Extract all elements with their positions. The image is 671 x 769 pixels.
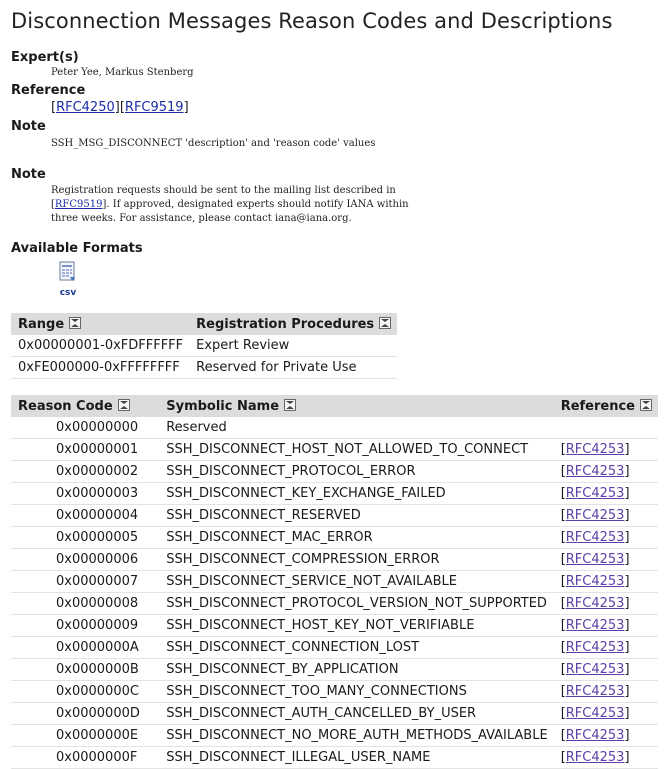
symbolic-name-cell: SSH_DISCONNECT_AUTH_CANCELLED_BY_USER <box>159 703 553 725</box>
range-header-label: Range <box>18 316 65 332</box>
note-text-2-line2: [RFC9519]. If approved, designated experts should notify IANA within <box>51 199 409 210</box>
reason-code-header-label: Reason Code <box>18 398 113 414</box>
reference-cell: [RFC4253] <box>554 505 658 527</box>
rfc-link[interactable]: RFC4253 <box>565 640 625 655</box>
symbolic-name-header-label: Symbolic Name <box>166 398 280 414</box>
reason-code-cell: 0x00000001 <box>11 439 159 461</box>
rfc-link[interactable]: RFC4253 <box>565 508 625 523</box>
procedure-cell: Expert Review <box>189 335 397 357</box>
experts-label: Expert(s) <box>11 50 79 65</box>
table-row <box>11 725 658 747</box>
sort-icon[interactable] <box>379 317 391 329</box>
table-row <box>11 461 658 483</box>
reason-code-cell: 0x0000000F <box>11 747 159 769</box>
note-text-2-line1: Registration requests should be sent to the mailing list described in <box>51 185 396 196</box>
reference-cell: [RFC4253] <box>554 681 658 703</box>
table-row <box>11 571 658 593</box>
symbolic-name-header[interactable] <box>159 395 553 417</box>
reason-code-cell: 0x00000000 <box>11 417 159 439</box>
reason-table-header <box>11 395 658 417</box>
symbolic-name-cell: SSH_DISCONNECT_TOO_MANY_CONNECTIONS <box>159 681 553 703</box>
page-title: Disconnection Messages Reason Codes and Descriptions <box>11 9 613 33</box>
symbolic-name-cell: SSH_DISCONNECT_CONNECTION_LOST <box>159 637 553 659</box>
reference-cell: [RFC4253] <box>554 615 658 637</box>
reference-cell: [RFC4253] <box>554 527 658 549</box>
rfc-link[interactable]: RFC4253 <box>565 464 625 479</box>
rfc-link[interactable]: RFC4253 <box>565 662 625 677</box>
reason-code-cell: 0x00000002 <box>11 461 159 483</box>
range-cell: 0x00000001-0xFDFFFFFF <box>11 335 189 357</box>
note-text-1: SSH_MSG_DISCONNECT 'description' and 'reason code' values <box>51 138 376 149</box>
symbolic-name-cell: SSH_DISCONNECT_HOST_NOT_ALLOWED_TO_CONNECT <box>159 439 553 461</box>
rfc-link[interactable]: RFC4253 <box>565 750 625 765</box>
reference-cell: [RFC4253] <box>554 571 658 593</box>
table-row <box>11 335 397 357</box>
rfc-link[interactable]: RFC4253 <box>565 596 625 611</box>
rfc-link[interactable]: RFC4253 <box>565 684 625 699</box>
rfc-link[interactable]: RFC4253 <box>565 486 625 501</box>
table-row <box>11 527 658 549</box>
symbolic-name-cell: SSH_DISCONNECT_MAC_ERROR <box>159 527 553 549</box>
rfc-link[interactable]: RFC4253 <box>565 530 625 545</box>
table-row <box>11 417 658 439</box>
reason-code-cell: 0x00000004 <box>11 505 159 527</box>
symbolic-name-cell: SSH_DISCONNECT_PROTOCOL_ERROR <box>159 461 553 483</box>
symbolic-name-cell: Reserved <box>159 417 553 439</box>
reference-links: [RFC4250][RFC9519] <box>51 100 189 115</box>
reason-code-cell: 0x0000000B <box>11 659 159 681</box>
table-row <box>11 703 658 725</box>
rfc-link[interactable]: RFC4253 <box>565 574 625 589</box>
table-row <box>11 659 658 681</box>
reference-link-1[interactable]: RFC4250 <box>56 100 115 115</box>
symbolic-name-cell: SSH_DISCONNECT_RESERVED <box>159 505 553 527</box>
formats-label: Available Formats <box>11 241 143 256</box>
reason-code-cell: 0x00000009 <box>11 615 159 637</box>
table-row <box>11 439 658 461</box>
experts-value: Peter Yee, Markus Stenberg <box>51 67 194 78</box>
reason-code-cell: 0x00000005 <box>11 527 159 549</box>
symbolic-name-cell: SSH_DISCONNECT_NO_MORE_AUTH_METHODS_AVAILABLE <box>159 725 553 747</box>
reference-cell: [RFC4253] <box>554 549 658 571</box>
reason-code-header[interactable] <box>11 395 159 417</box>
symbolic-name-cell: SSH_DISCONNECT_PROTOCOL_VERSION_NOT_SUPPORTED <box>159 593 553 615</box>
symbolic-name-cell: SSH_DISCONNECT_HOST_KEY_NOT_VERIFIABLE <box>159 615 553 637</box>
reason-code-cell: 0x00000006 <box>11 549 159 571</box>
symbolic-name-cell: SSH_DISCONNECT_KEY_EXCHANGE_FAILED <box>159 483 553 505</box>
reference-header[interactable] <box>554 395 658 417</box>
symbolic-name-cell: SSH_DISCONNECT_ILLEGAL_USER_NAME <box>159 747 553 769</box>
sort-icon[interactable] <box>640 399 652 411</box>
range-table <box>11 313 397 379</box>
rfc-link[interactable]: RFC4253 <box>565 442 625 457</box>
reference-cell: [RFC4253] <box>554 659 658 681</box>
csv-label[interactable]: csv <box>59 288 77 298</box>
table-row <box>11 593 658 615</box>
note-text-2-line3: three weeks. For assistance, please contact iana@iana.org. <box>51 213 352 224</box>
reference-cell: [RFC4253] <box>554 637 658 659</box>
symbolic-name-cell: SSH_DISCONNECT_BY_APPLICATION <box>159 659 553 681</box>
note-label-1: Note <box>11 119 46 134</box>
reference-cell: [RFC4253] <box>554 703 658 725</box>
reason-code-cell: 0x0000000C <box>11 681 159 703</box>
reference-cell: [RFC4253] <box>554 461 658 483</box>
reference-link-2[interactable]: RFC9519 <box>124 100 184 115</box>
range-table-header <box>11 313 397 335</box>
rfc-link[interactable]: RFC4253 <box>565 618 625 633</box>
table-row <box>11 681 658 703</box>
reference-cell: [RFC4253] <box>554 483 658 505</box>
reason-code-cell: 0x0000000D <box>11 703 159 725</box>
symbolic-name-cell: SSH_DISCONNECT_COMPRESSION_ERROR <box>159 549 553 571</box>
csv-download[interactable] <box>57 261 79 298</box>
note-rfc-link[interactable]: RFC9519 <box>54 199 103 210</box>
note-label-2: Note <box>11 167 46 182</box>
table-row <box>11 483 658 505</box>
reference-header-label: Reference <box>560 398 635 414</box>
table-row <box>11 505 658 527</box>
reference-cell: [RFC4253] <box>554 439 658 461</box>
procedures-header-label: Registration Procedures <box>196 316 375 332</box>
table-row <box>11 637 658 659</box>
sort-icon[interactable] <box>69 317 81 329</box>
rfc-link[interactable]: RFC4253 <box>565 728 625 743</box>
symbolic-name-cell: SSH_DISCONNECT_SERVICE_NOT_AVAILABLE <box>159 571 553 593</box>
rfc-link[interactable]: RFC4253 <box>565 552 625 567</box>
note-text-2-line2-rest: . If approved, designated experts should notify IANA within <box>106 199 409 210</box>
range-header[interactable] <box>11 313 189 335</box>
reference-cell: [RFC4253] <box>554 747 658 769</box>
sort-icon[interactable] <box>284 399 296 411</box>
reference-cell <box>554 417 658 439</box>
table-row <box>11 747 658 769</box>
reason-code-cell: 0x0000000A <box>11 637 159 659</box>
csv-file-icon <box>58 261 78 283</box>
procedure-cell: Reserved for Private Use <box>189 357 397 379</box>
table-row <box>11 615 658 637</box>
sort-icon[interactable] <box>118 399 130 411</box>
reason-code-cell: 0x00000008 <box>11 593 159 615</box>
reference-cell: [RFC4253] <box>554 725 658 747</box>
procedures-header[interactable] <box>189 313 397 335</box>
table-row <box>11 549 658 571</box>
rfc-link[interactable]: RFC4253 <box>565 706 625 721</box>
reference-cell: [RFC4253] <box>554 593 658 615</box>
reason-code-cell: 0x00000003 <box>11 483 159 505</box>
reference-label: Reference <box>11 83 86 98</box>
table-row <box>11 357 397 379</box>
reason-code-cell: 0x0000000E <box>11 725 159 747</box>
reason-table <box>11 395 658 769</box>
range-cell: 0xFE000000-0xFFFFFFFF <box>11 357 189 379</box>
reason-code-cell: 0x00000007 <box>11 571 159 593</box>
